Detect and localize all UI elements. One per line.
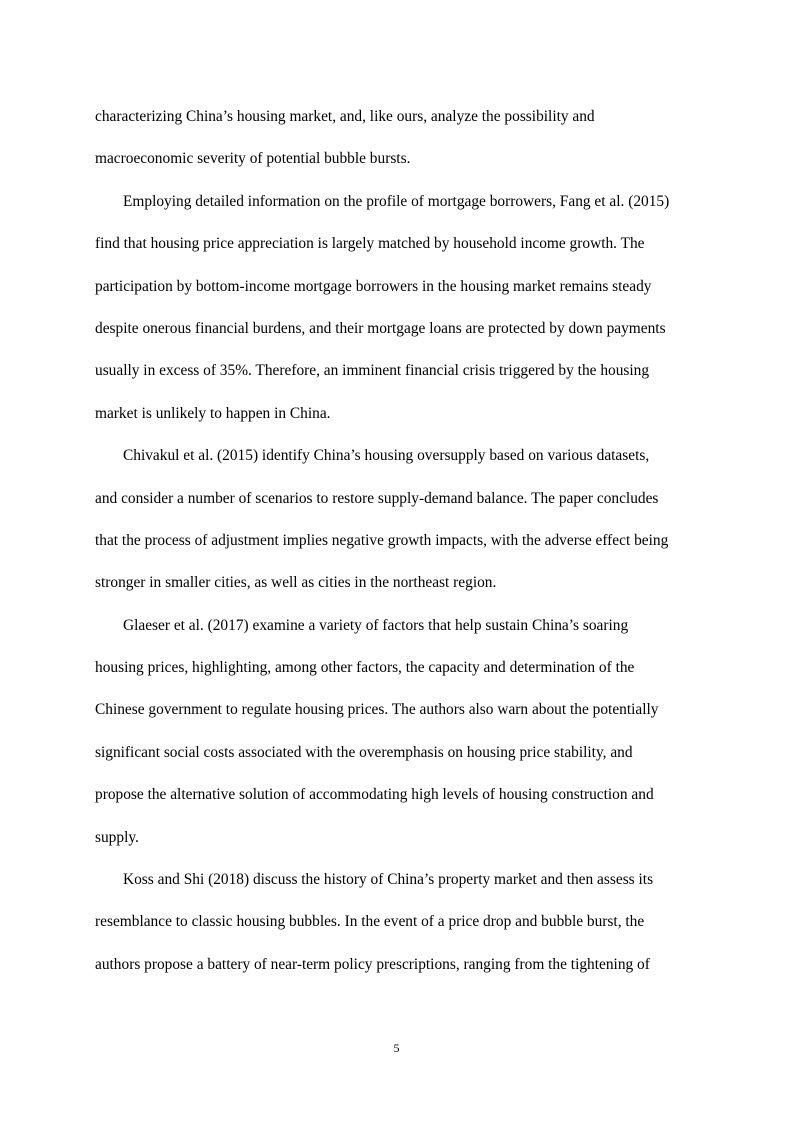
text-line: macroeconomic severity of potential bubble bursts. <box>95 150 411 168</box>
text-line: resemblance to classic housing bubbles. In the event of a price drop and bubble burst, the <box>95 913 645 931</box>
text-line: and consider a number of scenarios to restore supply-demand balance. The paper concludes <box>95 489 659 507</box>
text-line: usually in excess of 35%. Therefore, an imminent financial crisis triggered by the housing <box>95 362 650 380</box>
paragraph-first-line: Employing detailed information on the profile of mortgage borrowers, Fang et al. (2015) <box>123 192 670 210</box>
text-line: housing prices, highlighting, among other factors, the capacity and determination of the <box>95 659 635 677</box>
text-line: Chinese government to regulate housing prices. The authors also warn about the potentially <box>95 701 659 719</box>
paragraph-first-line: Glaeser et al. (2017) examine a variety of factors that help sustain China’s soaring <box>123 616 629 634</box>
text-line: participation by bottom-income mortgage borrowers in the housing market remains steady <box>95 277 652 295</box>
body-text <box>95 96 695 986</box>
text-line: significant social costs associated with the overemphasis on housing price stability, and <box>95 743 633 761</box>
text-line: stronger in smaller cities, as well as cities in the northeast region. <box>95 574 497 592</box>
paragraph-first-line: Chivakul et al. (2015) identify China’s housing oversupply based on various datasets, <box>123 447 650 465</box>
text-line: that the process of adjustment implies negative growth impacts, with the adverse effect being <box>95 531 669 549</box>
text-line: propose the alternative solution of accommodating high levels of housing construction and <box>95 786 654 804</box>
text-line: find that housing price appreciation is largely matched by household income growth. The <box>95 235 645 253</box>
text-line: authors propose a battery of near-term policy prescriptions, ranging from the tightening of <box>95 955 650 973</box>
text-line: market is unlikely to happen in China. <box>95 404 331 422</box>
text-line: characterizing China’s housing market, and, like ours, analyze the possibility and <box>95 108 595 125</box>
text-line: supply. <box>95 828 139 846</box>
text-line: despite onerous financial burdens, and their mortgage loans are protected by down payments <box>95 319 666 337</box>
page-number: 5 <box>393 1041 400 1055</box>
paragraph-first-line: Koss and Shi (2018) discuss the history of China’s property market and then assess its <box>123 871 654 889</box>
